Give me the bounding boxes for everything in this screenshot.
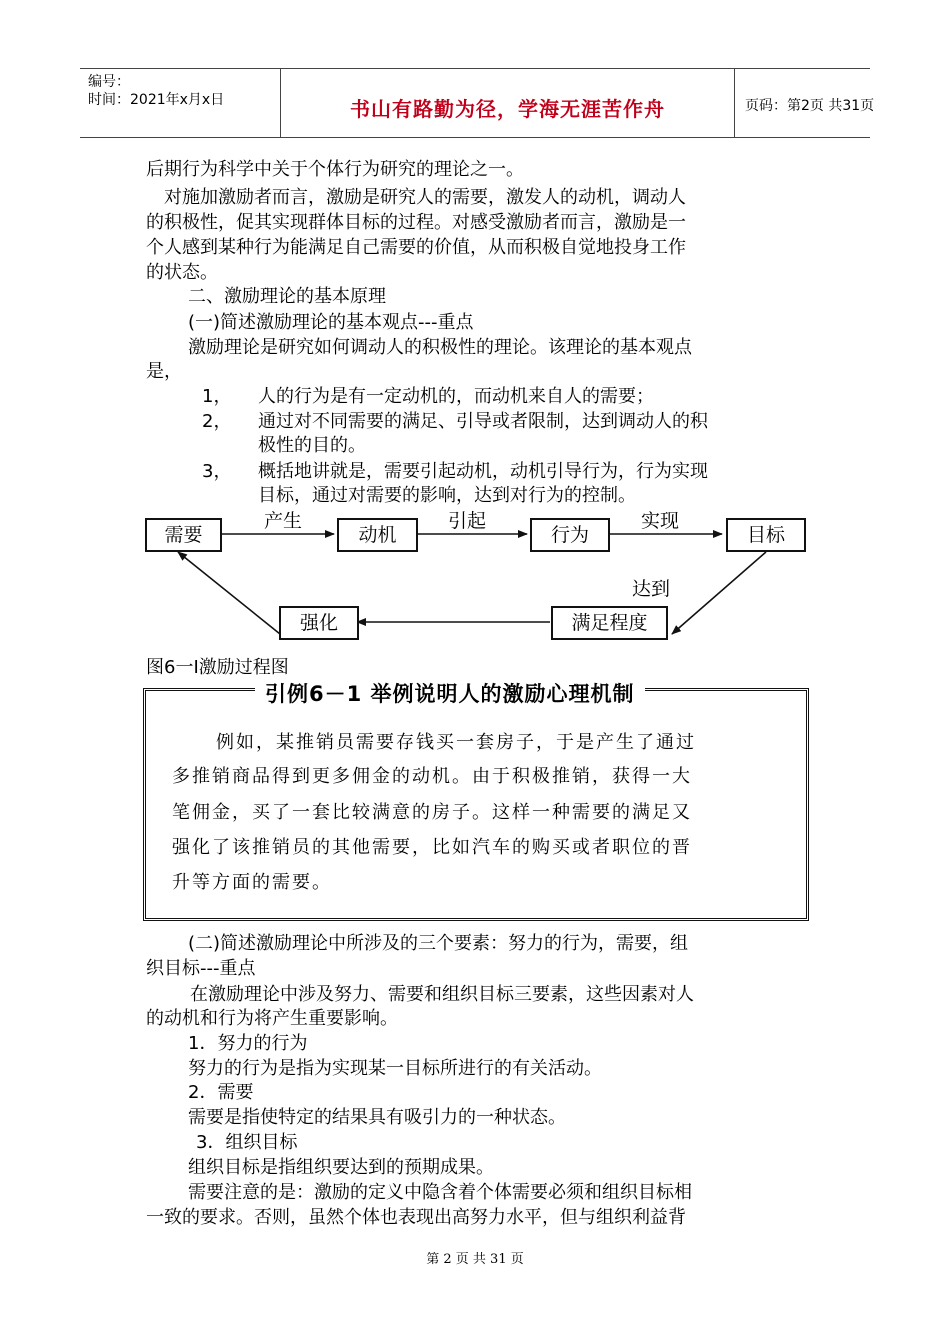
subsection-heading: (一)简述激励理论的基本观点---重点 [188, 312, 474, 333]
paragraph-line: 个人感到某种行为能满足自己需要的价值，从而积极自觉地投身工作 [146, 237, 686, 258]
example-line: 例如，某推销员需要存钱买一套房子，于是产生了通过 [216, 732, 696, 753]
example-line: 升等方面的需要。 [172, 872, 332, 893]
edge-label-reach: 达到 [632, 578, 671, 600]
paragraph-line: 对施加激励者而言，激励是研究人的需要，激发人的动机，调动人 [146, 187, 686, 208]
item-heading: 1．努力的行为 [188, 1033, 308, 1054]
example-line: 笔佣金，买了一套比较满意的房子。这样一种需要的满足又 [172, 802, 692, 823]
page-label: 页码：第2页 共31页 [745, 98, 875, 114]
code-label: 编号： [88, 74, 130, 90]
paragraph-line: 激励理论是研究如何调动人的积极性的理论。该理论的基本观点 [188, 337, 692, 358]
diagram-node-motive: 动机 [337, 518, 418, 552]
motto: 书山有路勤为径，学海无涯苦作舟 [350, 97, 665, 121]
example-title: 引例6－1 举例说明人的激励心理机制 [255, 678, 645, 708]
paragraph-line: 需要是指使特定的结果具有吸引力的一种状态。 [188, 1107, 566, 1128]
list-item-text: 通过对不同需要的满足、引导或者限制，达到调动人的积 [258, 411, 708, 432]
diagram-node-behavior: 行为 [530, 518, 610, 552]
list-number: 1， [202, 386, 232, 407]
arrow-goal-satisfaction [672, 552, 766, 634]
edge-label-cause: 引起 [448, 510, 487, 532]
page-footer: 第 2 页 共 31 页 [426, 1252, 524, 1267]
figure-caption: 图6一I激励过程图 [146, 657, 289, 678]
paragraph-line: 的状态。 [146, 262, 218, 283]
paragraph-line: 的动机和行为将产生重要影响。 [146, 1008, 398, 1029]
item-heading: 3．组织目标 [196, 1132, 298, 1153]
paragraph-line: 一致的要求。否则，虽然个体也表现出高努力水平，但与组织利益背 [146, 1207, 686, 1228]
list-item-text: 概括地讲就是，需要引起动机，动机引导行为，行为实现 [258, 461, 708, 482]
subsection-heading: 织目标---重点 [146, 958, 256, 979]
example-line: 强化了该推销员的其他需要，比如汽车的购买或者职位的晋 [172, 837, 692, 858]
list-number: 3， [202, 461, 232, 482]
date-label: 时间：2021年x月x日 [88, 92, 225, 108]
edge-label-produce: 产生 [264, 510, 303, 532]
diagram-node-need: 需要 [145, 518, 222, 552]
paragraph-line: 是， [146, 361, 182, 382]
paragraph-line: 后期行为科学中关于个体行为研究的理论之一。 [146, 159, 524, 180]
paragraph-line: 努力的行为是指为实现某一目标所进行的有关活动。 [188, 1058, 602, 1079]
diagram-node-satisfaction: 满足程度 [551, 606, 668, 640]
arrow-reinforce-need [178, 552, 280, 634]
item-heading: 2．需要 [188, 1082, 254, 1103]
subsection-heading: (二)简述激励理论中所涉及的三个要素：努力的行为，需要，组 [188, 933, 689, 954]
paragraph-line: 的积极性，促其实现群体目标的过程。对感受激励者而言，激励是一 [146, 212, 686, 233]
list-number: 2， [202, 411, 232, 432]
diagram-node-reinforce: 强化 [279, 606, 359, 640]
paragraph-line: 在激励理论中涉及努力、需要和组织目标三要素，这些因素对人 [190, 984, 694, 1005]
edge-label-realize: 实现 [641, 510, 680, 532]
diagram-node-goal: 目标 [726, 518, 806, 552]
example-line: 多推销商品得到更多佣金的动机。由于积极推销，获得一大 [172, 766, 692, 787]
list-item-text: 目标，通过对需要的影响，达到对行为的控制。 [258, 485, 636, 506]
paragraph-line: 组织目标是指组织要达到的预期成果。 [188, 1157, 494, 1178]
list-item-text: 极性的目的。 [258, 435, 366, 456]
paragraph-line: 需要注意的是：激励的定义中隐含着个体需要必须和组织目标相 [188, 1182, 692, 1203]
list-item-text: 人的行为是有一定动机的，而动机来自人的需要； [258, 386, 654, 407]
section-heading: 二、激励理论的基本原理 [188, 286, 386, 307]
